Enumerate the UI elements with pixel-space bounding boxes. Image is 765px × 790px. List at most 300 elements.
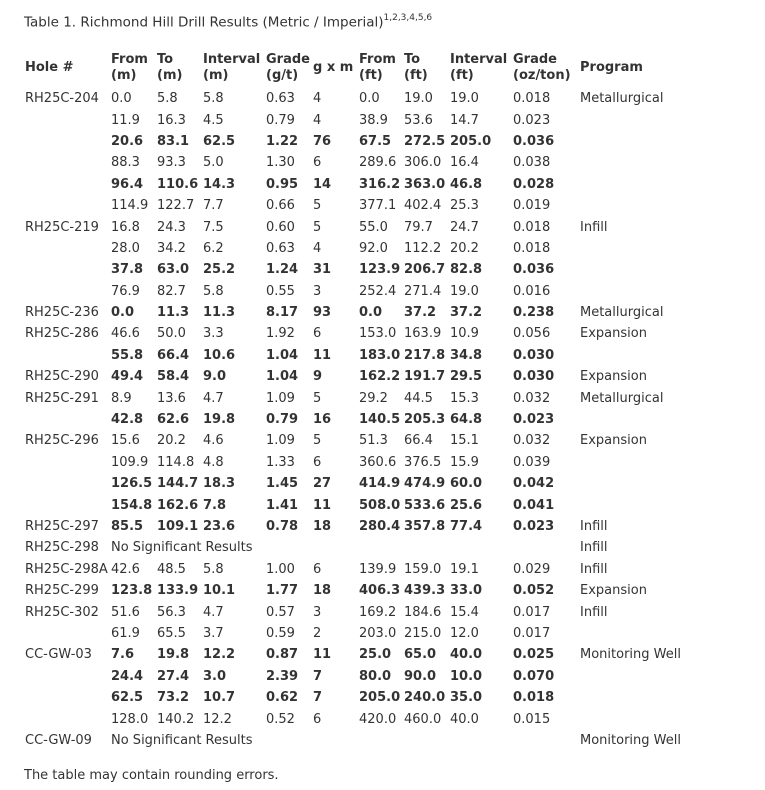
- column-header-line: Interval: [450, 52, 508, 67]
- value-cell: 33.0: [450, 583, 483, 599]
- value-cell: 5: [313, 390, 322, 406]
- value-cell: 37.2: [404, 305, 437, 321]
- value-cell: 4: [313, 112, 322, 128]
- value-cell: 11.3: [203, 305, 236, 321]
- column-header-line: From: [359, 52, 396, 67]
- hole-id-cell: [22, 131, 108, 152]
- table-row: [22, 238, 702, 259]
- value-cell: 360.6: [359, 454, 397, 470]
- value-cell: 357.8: [404, 519, 446, 534]
- value-cell: 6: [313, 454, 322, 470]
- value-cell: 16: [313, 412, 332, 428]
- value-cell: 184.6: [404, 604, 442, 620]
- value-cell: 42.6: [111, 561, 140, 577]
- value-cell: 11: [313, 347, 332, 363]
- value-cell: 128.0: [111, 711, 149, 727]
- value-cell: 93: [313, 305, 332, 321]
- value-cell: 15.1: [450, 433, 479, 449]
- value-cell: 11: [313, 497, 332, 513]
- value-cell: 0.036: [513, 133, 555, 149]
- hole-id-cell: [22, 281, 108, 302]
- column-header-line: (ft): [404, 68, 428, 83]
- value-cell: 10.9: [450, 326, 479, 342]
- value-cell: 12.2: [203, 647, 236, 663]
- value-cell: 27.4: [157, 668, 190, 684]
- table-row: [22, 580, 702, 601]
- value-cell: 1.24: [266, 262, 299, 278]
- value-cell: 11.9: [111, 112, 140, 128]
- table-row: [22, 473, 702, 494]
- value-cell: 114.8: [157, 454, 195, 470]
- hole-id-cell: [22, 238, 108, 259]
- value-cell: 406.3: [359, 583, 401, 599]
- hole-id-cell: [22, 345, 108, 366]
- program-cell: Infill: [580, 604, 608, 620]
- value-cell: 93.3: [157, 155, 186, 171]
- value-cell: 19.8: [157, 647, 190, 663]
- value-cell: 40.0: [450, 711, 479, 727]
- value-cell: 0.95: [266, 176, 299, 192]
- column-header: [310, 52, 356, 88]
- value-cell: 0.016: [513, 283, 551, 299]
- value-cell: 377.1: [359, 198, 397, 214]
- value-cell: 114.9: [111, 198, 149, 214]
- column-header-line: (oz/ton): [513, 68, 571, 83]
- table-row: [22, 687, 702, 708]
- value-cell: 23.6: [203, 519, 236, 534]
- hole-id-cell: [22, 195, 108, 216]
- program-cell: [577, 708, 702, 729]
- column-header: [200, 52, 263, 88]
- hole-id-cell: [22, 174, 108, 195]
- value-cell: 4.8: [203, 454, 224, 470]
- value-cell: 67.5: [359, 133, 392, 149]
- hole-id-cell: [22, 494, 108, 515]
- value-cell: 1.41: [266, 497, 299, 513]
- value-cell: 0.052: [513, 583, 555, 599]
- value-cell: 140.2: [157, 711, 195, 727]
- hole-id-cell: RH25C-290: [25, 369, 99, 385]
- program-cell: [577, 623, 702, 644]
- column-header: [22, 52, 108, 88]
- program-cell: [577, 259, 702, 280]
- value-cell: 240.0: [404, 690, 446, 706]
- program-cell: [577, 131, 702, 152]
- column-header-line: To: [157, 52, 174, 67]
- hole-id-cell: RH25C-298A: [25, 561, 108, 577]
- value-cell: 82.8: [450, 262, 483, 278]
- table-row: [22, 409, 702, 430]
- value-cell: 0.041: [513, 497, 555, 513]
- value-cell: 215.0: [404, 625, 442, 641]
- column-header-line: To: [404, 52, 421, 67]
- hole-id-cell: RH25C-219: [25, 219, 99, 235]
- value-cell: 46.6: [111, 326, 140, 342]
- value-cell: 18.3: [203, 476, 236, 492]
- value-cell: 18: [313, 519, 332, 534]
- value-cell: 37.2: [450, 305, 483, 321]
- hole-id-cell: [22, 109, 108, 130]
- value-cell: 205.3: [404, 412, 446, 428]
- hole-id-cell: RH25C-302: [25, 604, 99, 620]
- value-cell: 10.1: [203, 583, 236, 599]
- hole-id-cell: [22, 623, 108, 644]
- value-cell: 0.62: [266, 690, 299, 706]
- column-header: [401, 52, 447, 88]
- column-header-line: (ft): [450, 68, 474, 83]
- value-cell: 8.9: [111, 390, 132, 406]
- value-cell: 25.3: [450, 198, 479, 214]
- value-cell: 10.0: [450, 668, 483, 684]
- value-cell: 0.66: [266, 198, 295, 214]
- value-cell: 252.4: [359, 283, 397, 299]
- table-row: [22, 516, 702, 537]
- program-cell: [577, 409, 702, 430]
- hole-id-cell: CC-GW-03: [25, 647, 92, 663]
- column-header-line: Hole #: [25, 60, 74, 75]
- value-cell: 96.4: [111, 176, 144, 192]
- value-cell: 0.018: [513, 219, 551, 235]
- table-row: [22, 559, 702, 580]
- program-cell: [577, 238, 702, 259]
- value-cell: 34.2: [157, 240, 186, 256]
- drill-results-table: [22, 52, 702, 751]
- hole-id-cell: RH25C-299: [25, 583, 99, 599]
- value-cell: 6: [313, 155, 322, 171]
- value-cell: 88.3: [111, 155, 140, 171]
- value-cell: 14.7: [450, 112, 479, 128]
- no-results-cell: No Significant Results: [111, 540, 253, 556]
- value-cell: 20.2: [450, 240, 479, 256]
- value-cell: 0.039: [513, 454, 551, 470]
- value-cell: 38.9: [359, 112, 388, 128]
- hole-id-cell: [22, 708, 108, 729]
- value-cell: 3.0: [203, 668, 227, 684]
- value-cell: 12.0: [450, 625, 479, 641]
- table-row: [22, 302, 702, 323]
- value-cell: 37.8: [111, 262, 144, 278]
- value-cell: 0.60: [266, 219, 295, 235]
- value-cell: 92.0: [359, 240, 388, 256]
- value-cell: 0.018: [513, 240, 551, 256]
- column-header: [263, 52, 310, 88]
- value-cell: 63.0: [157, 262, 190, 278]
- value-cell: 0.023: [513, 412, 555, 428]
- value-cell: 0.59: [266, 625, 295, 641]
- program-cell: Expansion: [580, 433, 647, 449]
- value-cell: 64.8: [450, 412, 483, 428]
- value-cell: 402.4: [404, 198, 442, 214]
- value-cell: 139.9: [359, 561, 397, 577]
- value-cell: 0.038: [513, 155, 551, 171]
- table-row: [22, 131, 702, 152]
- value-cell: 19.1: [450, 561, 479, 577]
- value-cell: 10.6: [203, 347, 236, 363]
- column-header-line: g x m: [313, 60, 354, 75]
- value-cell: 217.8: [404, 347, 446, 363]
- value-cell: 3.7: [203, 625, 224, 641]
- program-cell: [577, 666, 702, 687]
- column-header: [356, 52, 401, 88]
- table-header-row: [22, 52, 702, 88]
- value-cell: 0.79: [266, 112, 295, 128]
- value-cell: 35.0: [450, 690, 483, 706]
- value-cell: 414.9: [359, 476, 401, 492]
- hole-id-cell: [22, 666, 108, 687]
- hole-id-cell: RH25C-296: [25, 433, 99, 449]
- value-cell: 15.3: [450, 390, 479, 406]
- value-cell: 474.9: [404, 476, 446, 492]
- program-cell: Metallurgical: [580, 91, 664, 107]
- value-cell: 289.6: [359, 155, 397, 171]
- program-cell: [577, 473, 702, 494]
- value-cell: 12.2: [203, 711, 232, 727]
- value-cell: 15.6: [111, 433, 140, 449]
- hole-id-cell: [22, 452, 108, 473]
- value-cell: 46.8: [450, 176, 483, 192]
- value-cell: 0.0: [111, 91, 132, 107]
- table-row: [22, 601, 702, 622]
- table-row: [22, 152, 702, 173]
- value-cell: 48.5: [157, 561, 186, 577]
- value-cell: 25.6: [450, 497, 483, 513]
- value-cell: 122.7: [157, 198, 195, 214]
- value-cell: 5.8: [157, 91, 178, 107]
- column-header-line: Program: [580, 60, 643, 75]
- value-cell: 2: [313, 625, 322, 641]
- value-cell: 27: [313, 476, 332, 492]
- value-cell: 439.3: [404, 583, 446, 599]
- value-cell: 34.8: [450, 347, 483, 363]
- value-cell: 6: [313, 711, 322, 727]
- value-cell: 5.8: [203, 91, 224, 107]
- value-cell: 280.4: [359, 519, 401, 534]
- table-row: [22, 88, 702, 109]
- value-cell: 8.17: [266, 305, 299, 321]
- value-cell: 4.7: [203, 390, 224, 406]
- value-cell: 29.5: [450, 369, 483, 385]
- program-cell: [577, 109, 702, 130]
- value-cell: 7.7: [203, 198, 224, 214]
- value-cell: 0.023: [513, 519, 555, 534]
- value-cell: 153.0: [359, 326, 397, 342]
- value-cell: 4.5: [203, 112, 224, 128]
- no-results-cell: No Significant Results: [111, 732, 253, 748]
- column-header-line: (m): [157, 68, 183, 83]
- hole-id-cell: CC-GW-09: [25, 732, 92, 748]
- program-cell: Metallurgical: [580, 305, 664, 321]
- value-cell: 110.6: [157, 176, 199, 192]
- value-cell: 1.04: [266, 347, 299, 363]
- value-cell: 13.6: [157, 390, 186, 406]
- value-cell: 376.5: [404, 454, 442, 470]
- column-header-line: Grade: [513, 52, 557, 67]
- value-cell: 58.4: [157, 369, 190, 385]
- value-cell: 1.09: [266, 390, 295, 406]
- value-cell: 0.019: [513, 198, 551, 214]
- program-cell: [577, 345, 702, 366]
- value-cell: 6.2: [203, 240, 224, 256]
- value-cell: 79.7: [404, 219, 433, 235]
- value-cell: 140.5: [359, 412, 401, 428]
- value-cell: 306.0: [404, 155, 442, 171]
- value-cell: 82.7: [157, 283, 186, 299]
- value-cell: 169.2: [359, 604, 397, 620]
- value-cell: 0.056: [513, 326, 551, 342]
- column-header: [154, 52, 200, 88]
- table-row: [22, 430, 702, 451]
- value-cell: 56.3: [157, 604, 186, 620]
- value-cell: 0.030: [513, 369, 555, 385]
- value-cell: 144.7: [157, 476, 199, 492]
- value-cell: 16.3: [157, 112, 186, 128]
- value-cell: 51.6: [111, 604, 140, 620]
- value-cell: 0.018: [513, 91, 551, 107]
- value-cell: 159.0: [404, 561, 442, 577]
- program-cell: [577, 281, 702, 302]
- value-cell: 5.8: [203, 283, 224, 299]
- value-cell: 55.8: [111, 347, 144, 363]
- value-cell: 83.1: [157, 133, 190, 149]
- program-cell: Infill: [580, 519, 608, 534]
- value-cell: 0.018: [513, 690, 555, 706]
- value-cell: 62.5: [111, 690, 144, 706]
- value-cell: 4: [313, 91, 322, 107]
- value-cell: 0.57: [266, 604, 295, 620]
- value-cell: 1.30: [266, 155, 295, 171]
- value-cell: 11.3: [157, 305, 190, 321]
- value-cell: 25.0: [359, 647, 392, 663]
- value-cell: 73.2: [157, 690, 190, 706]
- value-cell: 0.55: [266, 283, 295, 299]
- value-cell: 44.5: [404, 390, 433, 406]
- column-header: [447, 52, 510, 88]
- value-cell: 420.0: [359, 711, 397, 727]
- table-row: [22, 195, 702, 216]
- footnote: The table may contain rounding errors.: [24, 768, 279, 783]
- program-cell: Expansion: [580, 583, 647, 599]
- value-cell: 533.6: [404, 497, 446, 513]
- value-cell: 20.6: [111, 133, 144, 149]
- value-cell: 24.4: [111, 668, 144, 684]
- value-cell: 0.63: [266, 91, 295, 107]
- value-cell: 0.032: [513, 433, 551, 449]
- value-cell: 0.238: [513, 305, 555, 321]
- value-cell: 31: [313, 262, 332, 278]
- value-cell: 0.030: [513, 347, 555, 363]
- table-row: [22, 259, 702, 280]
- value-cell: 1.77: [266, 583, 299, 599]
- value-cell: 0.87: [266, 647, 299, 663]
- value-cell: 0.070: [513, 668, 555, 684]
- value-cell: 183.0: [359, 347, 401, 363]
- value-cell: 109.9: [111, 454, 149, 470]
- column-header-line: (m): [111, 68, 137, 83]
- value-cell: 7: [313, 668, 323, 684]
- value-cell: 0.015: [513, 711, 551, 727]
- value-cell: 0.017: [513, 604, 551, 620]
- value-cell: 0.52: [266, 711, 295, 727]
- hole-id-cell: [22, 473, 108, 494]
- hole-id-cell: RH25C-297: [25, 519, 99, 534]
- table-row: [22, 109, 702, 130]
- value-cell: 19.0: [404, 91, 433, 107]
- value-cell: 65.0: [404, 647, 437, 663]
- value-cell: 154.8: [111, 497, 153, 513]
- value-cell: 1.09: [266, 433, 295, 449]
- value-cell: 0.042: [513, 476, 555, 492]
- table-row: [22, 174, 702, 195]
- value-cell: 90.0: [404, 668, 437, 684]
- value-cell: 109.1: [157, 519, 199, 534]
- value-cell: 0.0: [359, 91, 380, 107]
- value-cell: 5: [313, 198, 322, 214]
- table-row: [22, 708, 702, 729]
- table-row: [22, 644, 702, 665]
- table-row: [22, 452, 702, 473]
- value-cell: 6: [313, 561, 322, 577]
- value-cell: 123.9: [359, 262, 401, 278]
- value-cell: 123.8: [111, 583, 153, 599]
- value-cell: 10.7: [203, 690, 236, 706]
- table-row: [22, 387, 702, 408]
- value-cell: 3.3: [203, 326, 224, 342]
- program-cell: Infill: [580, 540, 608, 556]
- column-header-line: Interval: [203, 52, 261, 67]
- value-cell: 363.0: [404, 176, 446, 192]
- value-cell: 19.8: [203, 412, 236, 428]
- value-cell: 0.0: [111, 305, 135, 321]
- value-cell: 163.9: [404, 326, 442, 342]
- value-cell: 0.0: [359, 305, 383, 321]
- program-cell: [577, 494, 702, 515]
- column-header: [577, 52, 702, 88]
- value-cell: 19.0: [450, 283, 479, 299]
- value-cell: 272.5: [404, 133, 446, 149]
- value-cell: 460.0: [404, 711, 442, 727]
- value-cell: 9.0: [203, 369, 227, 385]
- value-cell: 77.4: [450, 519, 483, 534]
- value-cell: 28.0: [111, 240, 140, 256]
- value-cell: 66.4: [404, 433, 433, 449]
- value-cell: 0.032: [513, 390, 551, 406]
- value-cell: 7.5: [203, 219, 224, 235]
- hole-id-cell: [22, 409, 108, 430]
- value-cell: 7.6: [111, 647, 135, 663]
- program-cell: Expansion: [580, 326, 647, 342]
- table-row: [22, 537, 702, 558]
- program-cell: Metallurgical: [580, 390, 664, 406]
- value-cell: 19.0: [450, 91, 479, 107]
- value-cell: 7: [313, 690, 323, 706]
- hole-id-cell: RH25C-298: [25, 540, 99, 556]
- value-cell: 205.0: [359, 690, 401, 706]
- table-body: [22, 88, 702, 751]
- value-cell: 112.2: [404, 240, 442, 256]
- value-cell: 5.0: [203, 155, 224, 171]
- column-header-line: (g/t): [266, 68, 299, 83]
- value-cell: 1.00: [266, 561, 295, 577]
- program-cell: Monitoring Well: [580, 732, 681, 748]
- column-header-line: Grade: [266, 52, 310, 67]
- column-header: [510, 52, 577, 88]
- program-cell: [577, 687, 702, 708]
- hole-id-cell: RH25C-286: [25, 326, 99, 342]
- value-cell: 76: [313, 133, 332, 149]
- value-cell: 11: [313, 647, 332, 663]
- value-cell: 0.028: [513, 176, 555, 192]
- value-cell: 7.8: [203, 497, 227, 513]
